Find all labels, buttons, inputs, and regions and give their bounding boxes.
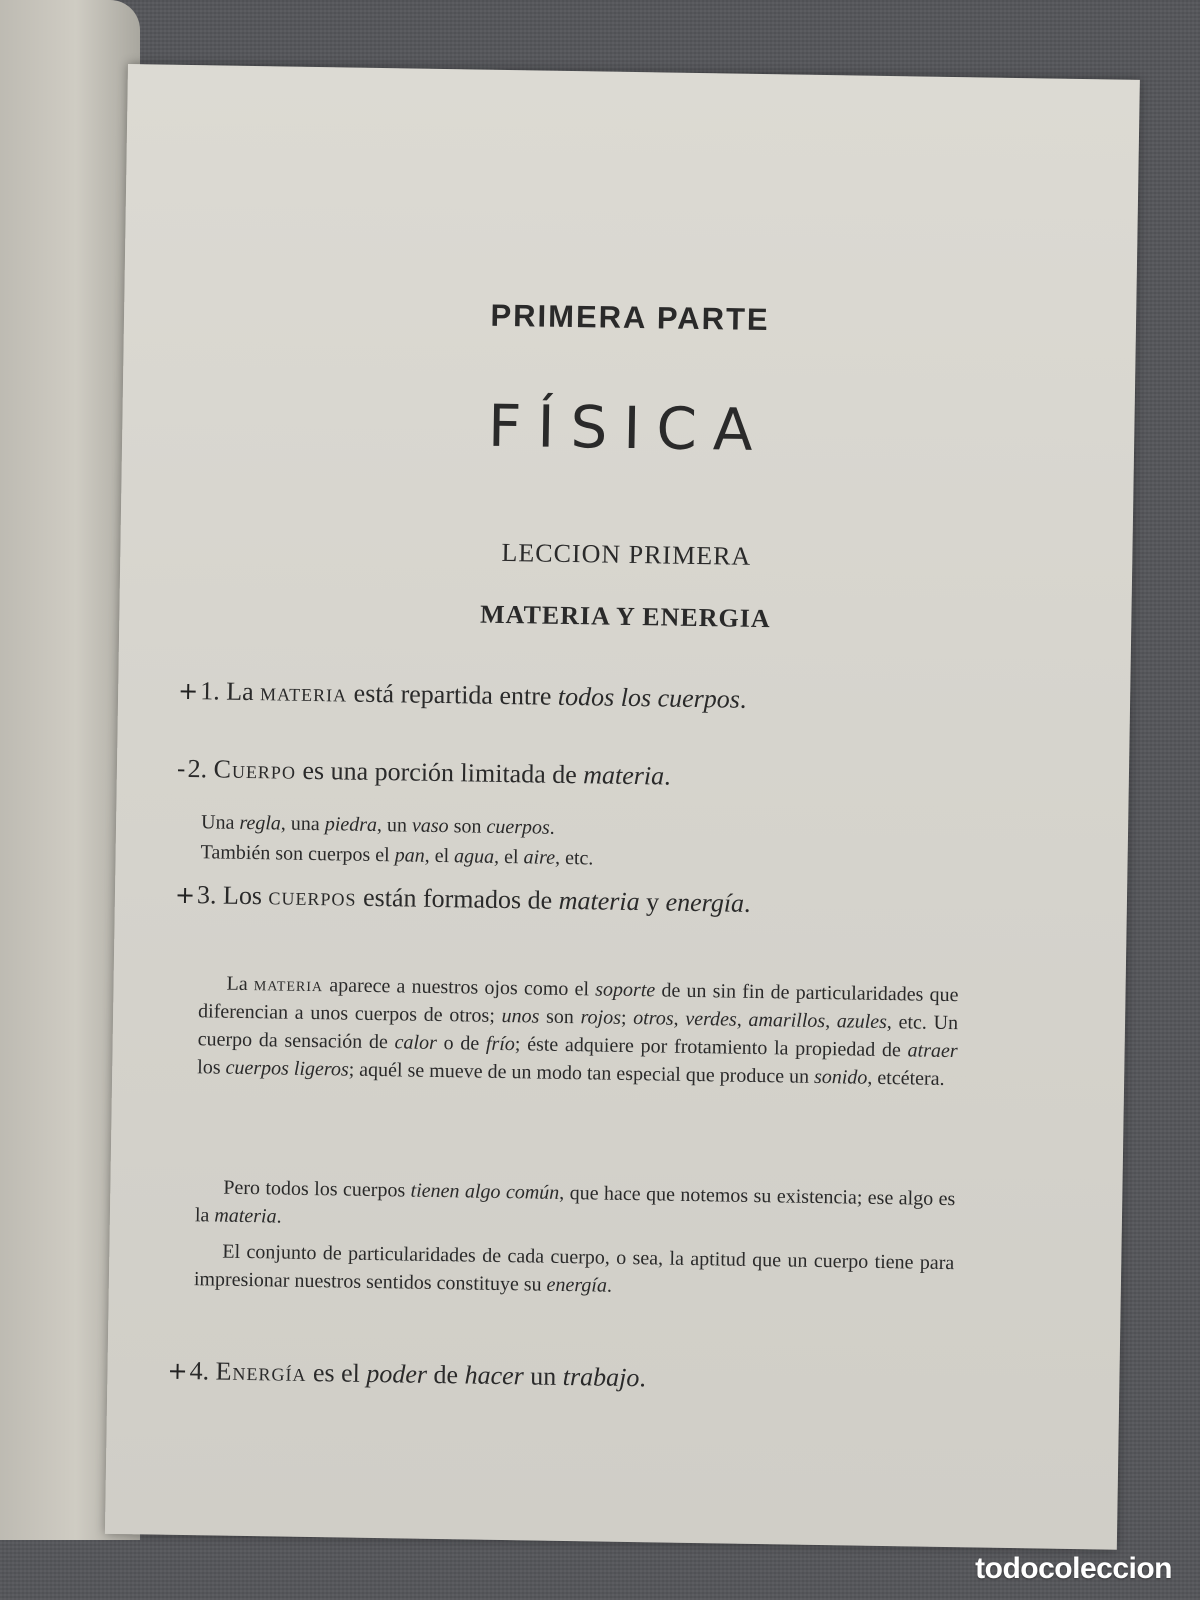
- paragraph-number: 2.: [187, 754, 208, 784]
- example-1: [200, 807, 961, 879]
- italic-term: todos los cuerpos: [557, 681, 741, 714]
- italic-term: materia: [214, 1204, 277, 1228]
- text-span: .: [606, 1274, 613, 1297]
- explanation-3: [194, 1237, 955, 1305]
- text-span: los: [197, 1056, 226, 1079]
- text-span: son: [448, 815, 487, 838]
- text-span: ,: [825, 1010, 838, 1033]
- text-span: Una: [200, 811, 240, 834]
- italic-term: tienen algo común: [410, 1179, 560, 1204]
- handwritten-mark: +: [167, 1356, 188, 1386]
- italic-term: agua: [453, 845, 495, 868]
- italic-term: poder: [366, 1358, 428, 1389]
- italic-term: verdes: [685, 1007, 737, 1031]
- paragraph-3: [175, 879, 945, 923]
- text-span: y: [639, 887, 666, 917]
- paragraph-1: [178, 675, 948, 719]
- italic-term: frío: [485, 1032, 516, 1056]
- italic-term: regla: [239, 811, 282, 835]
- text-span: , el: [493, 845, 524, 869]
- paragraph-number: 3.: [196, 880, 217, 910]
- text-span: , un: [376, 814, 413, 837]
- text-span: .: [743, 888, 751, 918]
- text-span: ; aquél se mueve de un modo tan especial que produce un: [348, 1058, 815, 1088]
- paragraph-number: 4.: [189, 1356, 210, 1386]
- text-span: de: [426, 1359, 465, 1390]
- italic-term: piedra: [324, 813, 378, 837]
- paragraph-4: [167, 1355, 937, 1399]
- text-span: están formados de: [356, 882, 559, 915]
- watermark-logo: todocoleccion: [975, 1552, 1172, 1585]
- explanation-2: [195, 1173, 956, 1241]
- text-span: es una porción limitada de: [295, 755, 584, 790]
- text-span: .: [739, 684, 747, 714]
- italic-term: materia: [558, 885, 640, 917]
- italic-term: trabajo: [562, 1361, 640, 1393]
- book-page: [105, 64, 1140, 1550]
- italic-term: materia: [583, 760, 665, 791]
- text-span: La: [226, 972, 255, 996]
- text-span: un: [523, 1361, 563, 1391]
- part-heading: PRIMERA PARTE: [490, 297, 770, 338]
- text-span: , etc.: [554, 846, 594, 870]
- text-span: , etc. Un cuerpo da sensación de: [197, 1011, 959, 1054]
- text-span: ;: [620, 1006, 634, 1030]
- text-span: .: [276, 1205, 282, 1228]
- text-span: o de: [436, 1031, 487, 1055]
- text-span: está repartida entre: [346, 678, 559, 711]
- text-span: es el: [306, 1357, 367, 1388]
- italic-term: unos: [501, 1004, 540, 1028]
- text-span: .: [549, 816, 555, 839]
- text-span: ,: [673, 1007, 686, 1030]
- text-span: aparece a nuestros ojos como el: [322, 974, 596, 1001]
- italic-term: azules: [836, 1010, 888, 1034]
- text-span: .: [639, 1363, 647, 1393]
- italic-term: calor: [394, 1031, 438, 1054]
- italic-term: cuerpos: [486, 815, 550, 839]
- italic-term: atraer: [907, 1039, 958, 1063]
- text-span: de un sin fin de particularidades que diferencian a unos cuerpos de otros;: [197, 979, 959, 1027]
- small-caps-term: materia: [253, 973, 324, 997]
- explanation-1: [197, 969, 959, 1093]
- italic-term: amarillos: [748, 1008, 826, 1033]
- text-span: , etcétera.: [867, 1066, 945, 1090]
- italic-term: energía: [665, 887, 745, 918]
- text-span: El conjunto de particularidades de cada cuerpo, o sea, la aptitud que un cuerpo tiene para impresionar nuestros sentidos constituye su: [193, 1240, 955, 1296]
- small-caps-term: Cuerpo: [213, 754, 297, 785]
- text-span: son: [539, 1005, 581, 1029]
- topic-heading: MATERIA Y ENERGIA: [479, 599, 771, 634]
- italic-term: pan: [394, 844, 425, 867]
- italic-term: hacer: [464, 1360, 524, 1391]
- italic-term: vaso: [411, 814, 449, 838]
- small-caps-term: materia: [259, 677, 348, 708]
- italic-term: soporte: [595, 978, 656, 1002]
- text-span: Pero todos los cuerpos: [223, 1176, 411, 1202]
- lesson-heading: LECCION PRIMERA: [501, 537, 752, 571]
- handwritten-mark: -: [176, 754, 186, 783]
- small-caps-term: cuerpos: [268, 881, 357, 912]
- text-span: ,: [736, 1008, 749, 1031]
- text-span: ; éste adquiere por frotamiento la propiedad de: [514, 1033, 908, 1062]
- italic-term: otros: [633, 1007, 674, 1030]
- italic-term: cuerpos ligeros: [225, 1056, 349, 1081]
- text-span: , el: [424, 844, 455, 868]
- italic-term: sonido: [813, 1065, 868, 1089]
- text-span: , una: [280, 812, 325, 836]
- text-span: Los: [216, 880, 269, 911]
- subject-title: FÍSICA: [487, 391, 770, 465]
- text-span: .: [663, 761, 671, 791]
- handwritten-mark: +: [177, 676, 199, 706]
- text-span: , que hace que notemos su existencia; ese algo es la: [194, 1181, 956, 1227]
- paragraph-number: 1.: [200, 676, 220, 706]
- text-span: También son cuerpos el: [200, 841, 395, 867]
- italic-term: aire: [523, 846, 556, 869]
- paragraph-2: [177, 753, 947, 797]
- handwritten-mark: +: [174, 880, 196, 910]
- small-caps-term: Energía: [215, 1356, 307, 1387]
- text-span: La: [219, 676, 261, 707]
- italic-term: rojos: [580, 1006, 622, 1029]
- italic-term: energía: [546, 1273, 608, 1297]
